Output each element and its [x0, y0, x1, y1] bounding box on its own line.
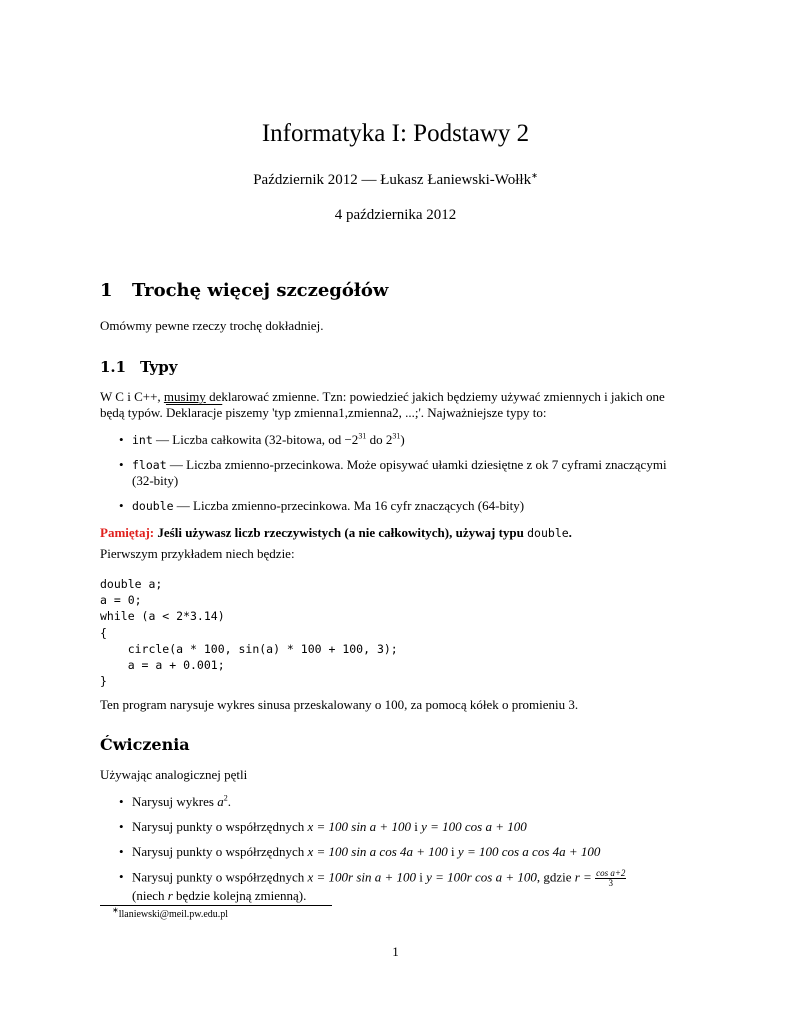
- underlined-word: musimy: [163, 389, 206, 404]
- type-desc: — Liczba całkowita (32-bitowa, od −2: [152, 432, 359, 447]
- list-item: [100, 457, 691, 489]
- math-expr: x = 100 sin a + 100: [307, 819, 411, 834]
- list-item: [100, 794, 691, 810]
- math-expr: y = 100 cos a cos 4a + 100: [457, 844, 601, 859]
- remember-label: Pamiętaj:: [100, 525, 155, 540]
- paragraph-text: deklarować zmienne. Tzn: powiedzieć jakich będziemy używać zmiennych i jakich one będą typów.: [100, 389, 665, 420]
- math-var: r: [167, 888, 173, 903]
- exercise-text: będzie kolejną zmienną).: [172, 888, 307, 903]
- section-title: Trochę więcej szczegółów: [132, 280, 389, 301]
- math-expr: y = 100r cos a + 100: [426, 869, 537, 885]
- fraction-numerator: cos a+2: [596, 868, 626, 878]
- note-text: Jeśli używasz liczb rzeczywistych (a nie całkowitych), używaj typu: [154, 525, 528, 540]
- types-list: [100, 432, 691, 523]
- exercises-intro: Używając analogicznej pętli: [100, 767, 248, 782]
- section-intro: Omówmy pewne rzeczy trochę dokładniej.: [100, 318, 324, 333]
- subsection-title: Typy: [140, 358, 178, 376]
- math-expr: x = 100 sin a cos 4a + 100: [307, 844, 448, 859]
- list-item: [100, 819, 691, 835]
- code-block: double a; a = 0; while (a < 2*3.14) { circle(a * 100, sin(a) * 100 + 100, 3); a = a + 0.001; }: [100, 577, 398, 689]
- section-number: 1: [100, 280, 113, 301]
- exercise-text: .: [227, 794, 231, 809]
- type-code: float: [132, 458, 167, 472]
- footnote-marker: ∗: [531, 171, 538, 180]
- list-item: [100, 432, 691, 448]
- math-expr: y = 100 cos a + 100: [421, 819, 527, 834]
- math-expr: r =: [574, 869, 596, 885]
- type-desc: — Liczba zmienno-przecinkowa. Może opisywać ułamki dziesiętne z ok 7 cyframi znaczącymi (32-bity): [132, 457, 667, 488]
- footnote-divider: [100, 905, 332, 906]
- type-desc: — Liczba zmienno-przecinkowa. Ma 16 cyfr znaczących (64-bity): [173, 498, 525, 513]
- exercise-text: Narysuj punkty o współrzędnych: [132, 869, 308, 885]
- exercise-text: i: [416, 869, 427, 885]
- fraction: [595, 869, 626, 888]
- exercise-text: i: [410, 819, 422, 834]
- paragraph-text: piszemy 'typ zmienna1,zmienna2, ...;'. Najważniejsze typy to:: [222, 405, 547, 420]
- exercise-text: (niech: [132, 888, 168, 903]
- math-expr: x = 100r sin a + 100: [307, 869, 417, 885]
- exercises-list: [100, 794, 691, 913]
- section-heading: [100, 279, 388, 303]
- bullet-icon: •: [119, 819, 124, 834]
- note-code: double: [527, 526, 569, 540]
- author-text: Październik 2012 — Łukasz Łaniewski-Wołłk: [253, 172, 532, 188]
- paragraph-text: W C i C++,: [100, 389, 164, 404]
- subsection-number: 1.1: [100, 358, 127, 376]
- document-page: [100, 0, 691, 1024]
- exercise-text: , gdzie: [536, 869, 575, 885]
- footnote: [112, 905, 229, 921]
- list-item: [100, 844, 691, 860]
- list-item: [100, 869, 691, 904]
- document-title: Informatyka I: Podstawy 2: [261, 120, 530, 147]
- bullet-icon: •: [119, 432, 124, 447]
- type-code: int: [132, 433, 153, 447]
- document-date: 4 października 2012: [334, 207, 457, 223]
- example-intro: Pierwszym przykładem niech będzie:: [100, 546, 295, 561]
- footnote-email: llaniewski@meil.pw.edu.pl: [118, 909, 229, 920]
- bullet-icon: •: [119, 794, 124, 809]
- footnote-mark: ∗: [112, 905, 119, 915]
- code-explanation: Ten program narysuje wykres sinusa przeskalowany o 100, za pomocą kółek o promieniu 3.: [100, 697, 579, 712]
- remember-note: [100, 525, 691, 541]
- exercise-text: Narysuj punkty o współrzędnych: [132, 819, 308, 834]
- types-paragraph: [100, 389, 680, 421]
- bullet-icon: •: [119, 498, 124, 513]
- bullet-icon: •: [119, 457, 124, 472]
- bullet-icon: •: [119, 869, 124, 884]
- type-code: double: [132, 499, 174, 513]
- author-line: [100, 170, 691, 190]
- page-number: 1: [392, 944, 399, 959]
- overlined-word: Deklaracje: [165, 405, 223, 420]
- type-desc: do 2: [366, 432, 393, 447]
- exponent: 31: [392, 431, 401, 441]
- exponent: 31: [358, 431, 367, 441]
- exponent: 2: [223, 793, 228, 803]
- fraction-denominator: 3: [608, 878, 613, 888]
- exercise-text: i: [447, 844, 458, 859]
- exercise-text: Narysuj wykres: [132, 794, 218, 809]
- note-end: .: [568, 525, 572, 540]
- subsection-heading: [100, 357, 177, 377]
- bullet-icon: •: [119, 844, 124, 859]
- list-item: [100, 498, 691, 514]
- math-var: a: [217, 794, 224, 809]
- type-desc: ): [400, 432, 405, 447]
- exercises-heading: Ćwiczenia: [100, 735, 190, 754]
- exercise-text: Narysuj punkty o współrzędnych: [132, 844, 308, 859]
